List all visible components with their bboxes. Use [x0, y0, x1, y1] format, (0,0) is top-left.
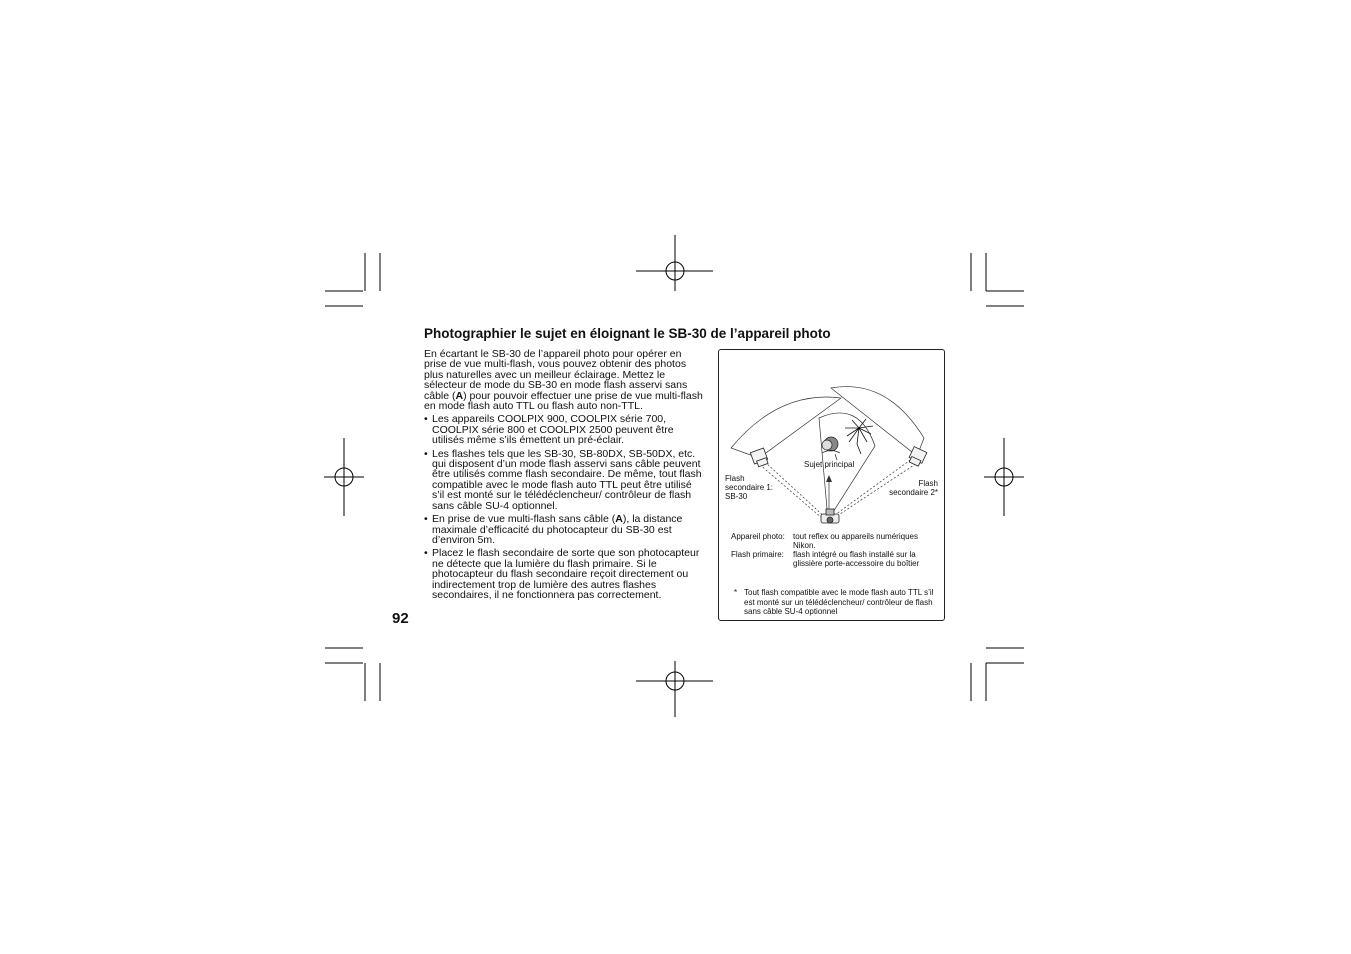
- intro-paragraph: En écartant le SB-30 de l’appareil photo pour opérer en prise de vue multi-flash, vous pouvez obtenir des photos plus naturelles avec un meilleur éclairage. Mettez le sélecteur de mode du SB-30 en mode flash asservi sans câble (A) pour pouvoir effectuer une prise de vue multi-flash en mode flash auto TTL ou flash auto non-TTL.: [424, 348, 703, 413]
- body-column: [424, 349, 706, 603]
- legend-primary-flash: Flash primaire: flash intégré ou flash installé sur la glissière porte-accessoire du boîtier: [731, 550, 920, 568]
- bullet-placement: • Placez le flash secondaire de sorte que son photocapteur ne détecte que la lumière du flash primaire. Si le photocapteur du flash secondaire reçoit directement ou indirectement trop de lumière des autres flashes secondaires, il ne fonctionnera pas correctement.: [424, 548, 706, 600]
- label-flash-secondaire-2: Flash secondaire 2*: [889, 479, 938, 497]
- bullet-flashes: • Les flashes tels que les SB-30, SB-80DX, SB-50DX, etc. qui disposent d’un mode flash asservi sans câble peuvent être utilisés comme flash secondaire. De même, tout flash compatible avec le mode flash auto TTL peut être utilisé s’il est monté sur le télédéclencheur/ contrôleur de flash sans câble SU-4 optionnel.: [424, 449, 706, 511]
- flash2-icon: [909, 447, 927, 467]
- bullet-coolpix: • Les appareils COOLPIX 900, COOLPIX série 700, COOLPIX série 800 et COOLPIX 2500 peuvent être utilisés même s’ils émettent un pré-éclair.: [424, 414, 706, 445]
- wireless-mode-symbol: A: [455, 389, 464, 402]
- multi-flash-diagram: [718, 349, 945, 621]
- legend-camera: Appareil photo: tout reflex ou appareils numériques Nikon.: [731, 532, 918, 550]
- page-title: Photographier le sujet en éloignant le SB-30 de l’appareil photo: [424, 326, 831, 341]
- plant-icon: [845, 419, 873, 454]
- camera-icon: [821, 509, 839, 523]
- diagram-footnote: [736, 588, 941, 617]
- wireless-mode-symbol: A: [615, 513, 623, 526]
- bullet-list: [424, 414, 706, 600]
- page-number: 92: [392, 610, 409, 627]
- footnote-star: *: [734, 588, 738, 597]
- flash2-light-cone: [831, 387, 924, 456]
- flash1-icon: [750, 448, 768, 467]
- path-camera-flash1: [765, 462, 828, 520]
- diagram-legend: [731, 532, 933, 568]
- label-flash-secondaire-1: Flash secondaire 1: SB-30: [725, 474, 774, 501]
- subject-person-icon: [822, 437, 840, 460]
- label-sujet-principal: Sujet principal: [804, 460, 855, 469]
- bullet-distance: • En prise de vue multi-flash sans câble (A), la distance maximale d’efficacité du photocapteur du SB-30 est d’environ 5m.: [424, 514, 706, 545]
- arrowhead-icon: [826, 475, 832, 482]
- footnote-text: Tout flash compatible avec le mode flash auto TTL s’il est monté sur un télédéclencheur/ contrôleur de flash sans câble SU-4 optionnel: [744, 588, 934, 616]
